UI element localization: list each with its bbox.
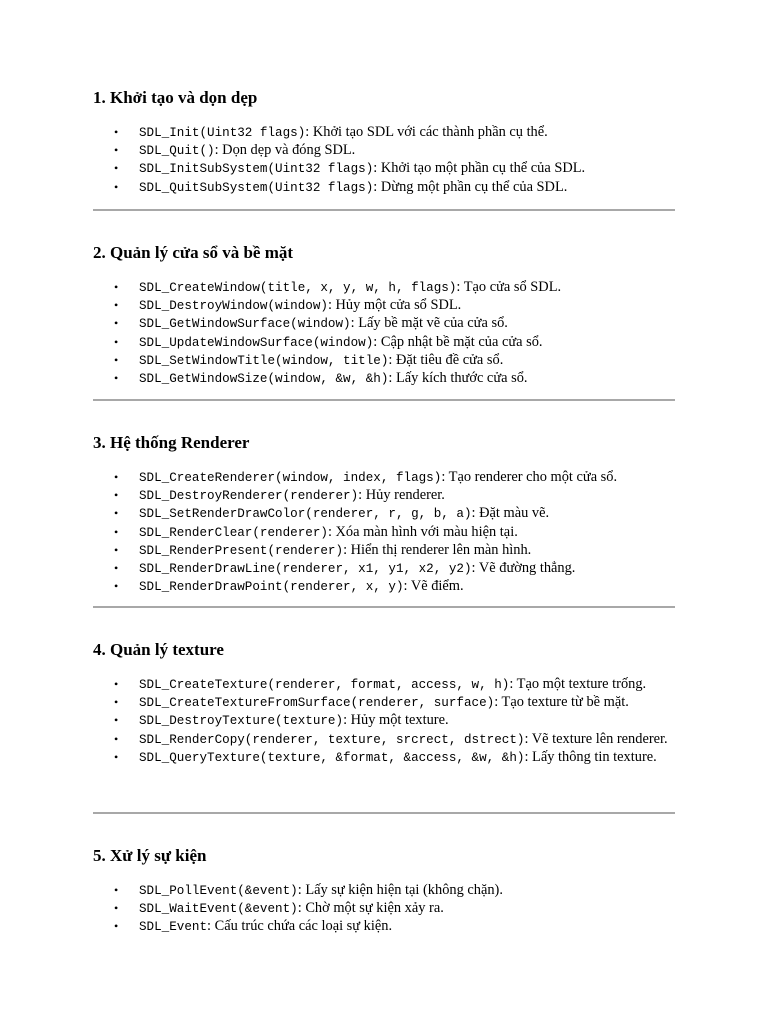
section-title: 1. Khởi tạo và dọn dẹp [93,88,258,107]
function-signature: SDL_InitSubSystem(Uint32 flags) [139,162,374,177]
function-description: : Cấu trúc chứa các loại sự kiện. [207,918,393,935]
list-item [93,918,675,936]
function-signature: SDL_SetRenderDrawColor(renderer, r, g, b, a) [139,507,472,522]
list-item [93,900,675,918]
function-description: : Hủy renderer. [358,487,445,504]
function-description: : Lấy kích thước cửa sổ. [388,370,528,387]
list-item [93,297,675,315]
function-signature: SDL_PollEvent(&event) [139,884,298,898]
function-signature: SDL_RenderDrawPoint(renderer, x, y) [139,580,404,595]
list-item [93,142,675,160]
bullet-icon: • [114,298,119,313]
bullet-icon: • [114,731,119,746]
section-init-cleanup [93,88,675,108]
bullet-icon: • [114,506,119,521]
function-description: : Tạo texture từ bề mặt. [494,694,629,711]
list-item [93,676,675,694]
horizontal-divider [93,399,675,401]
function-description: : Tạo cửa sổ SDL. [456,279,562,295]
function-signature: SDL_UpdateWindowSurface(window) [139,335,374,350]
horizontal-divider [93,209,675,211]
function-description: : Xóa màn hình với màu hiện tại. [327,523,518,540]
function-signature: SDL_Event [139,920,208,935]
list-item [93,694,675,712]
function-signature: SDL_CreateTextureFromSurface(renderer, surface) [139,696,495,711]
function-signature: SDL_RenderCopy(renderer, texture, srcrect, dstrect) [139,732,525,747]
list-item [93,352,675,370]
list-item [93,560,675,578]
bullet-icon: • [114,901,119,916]
list-item [93,370,675,388]
function-description: : Tạo một texture trống. [509,676,647,692]
horizontal-divider [93,606,675,608]
list-item [93,731,675,749]
bullet-icon: • [114,316,119,331]
list-item [93,524,675,542]
list-item [93,542,675,560]
function-list [93,469,675,596]
bullet-icon: • [114,524,119,539]
bullet-icon: • [114,713,119,728]
list-item [93,505,675,523]
list-item [93,578,675,596]
function-description: : Vẽ đường thẳng. [471,560,576,577]
function-signature: SDL_DestroyWindow(window) [139,299,328,314]
section-title: 4. Quản lý texture [93,640,224,659]
bullet-icon: • [114,334,119,349]
function-description: : Đặt tiêu đề cửa sổ. [388,351,504,368]
function-signature: SDL_RenderPresent(renderer) [139,543,344,558]
function-signature: SDL_Quit() [139,144,215,159]
function-signature: SDL_GetWindowSize(window, &w, &h) [139,372,389,387]
bullet-icon: • [114,561,119,576]
function-description: : Cập nhật bề mặt của cửa sổ. [373,333,543,350]
bullet-icon: • [114,695,119,710]
section-title: 2. Quản lý cửa sổ và bề mặt [93,243,294,262]
section-events [93,846,675,866]
function-description: : Khởi tạo SDL với các thành phần cụ thể. [305,124,548,140]
function-signature: SDL_CreateWindow(title, x, y, w, h, flags) [139,281,457,295]
function-description: : Tạo renderer cho một cửa sổ. [441,469,618,485]
list-item [93,315,675,333]
bullet-icon: • [114,542,119,557]
function-signature: SDL_QuitSubSystem(Uint32 flags) [139,180,374,195]
function-description: : Hiển thị renderer lên màn hình. [343,541,532,558]
function-list [93,882,675,937]
function-signature: SDL_RenderDrawLine(renderer, x1, y1, x2, y2) [139,562,472,577]
bullet-icon: • [114,677,119,691]
function-list [93,279,675,388]
function-signature: SDL_GetWindowSurface(window) [139,317,351,332]
list-item [93,279,675,297]
list-item [93,160,675,178]
function-description: : Hủy một cửa sổ SDL. [327,297,462,314]
function-signature: SDL_QueryTexture(texture, &format, &access, &w, &h) [139,750,525,765]
list-item [93,334,675,352]
list-item [93,882,675,900]
bullet-icon: • [114,352,119,367]
function-signature: SDL_RenderClear(renderer) [139,525,328,540]
bullet-icon: • [114,883,119,897]
bullet-icon: • [114,749,119,764]
list-item [93,124,675,142]
function-signature: SDL_DestroyTexture(texture) [139,714,344,729]
function-signature: SDL_DestroyRenderer(renderer) [139,489,359,504]
bullet-icon: • [114,125,119,139]
function-description: : Lấy thông tin texture. [524,748,657,765]
bullet-icon: • [114,919,119,934]
bullet-icon: • [114,371,119,386]
function-description: : Chờ một sự kiện xảy ra. [297,900,444,917]
section-renderer [93,433,675,453]
list-item [93,487,675,505]
function-description: : Khởi tạo một phần cụ thể của SDL. [373,160,586,177]
bullet-icon: • [114,470,119,484]
bullet-icon: • [114,143,119,158]
bullet-icon: • [114,579,119,594]
section-title: 3. Hệ thống Renderer [93,433,250,452]
function-description: : Lấy bề mặt vẽ của cửa sổ. [350,315,508,332]
function-description: : Dừng một phần cụ thể của SDL. [373,178,568,195]
list-item [93,749,675,767]
section-window-surface [93,243,675,263]
function-description: : Vẽ điểm. [403,578,464,595]
function-description: : Lấy sự kiện hiện tại (không chặn). [297,882,503,898]
function-description: : Dọn dẹp và đóng SDL. [214,142,356,159]
bullet-icon: • [114,488,119,503]
function-list [93,676,675,767]
bullet-icon: • [114,161,119,176]
list-item [93,179,675,197]
list-item [93,712,675,730]
section-title: 5. Xử lý sự kiện [93,846,207,865]
function-list [93,124,675,197]
function-signature: SDL_CreateRenderer(window, index, flags) [139,471,442,485]
list-item [93,469,675,487]
function-description: : Vẽ texture lên renderer. [524,730,668,747]
function-description: : Hủy một texture. [343,712,449,729]
bullet-icon: • [114,280,119,294]
bullet-icon: • [114,179,119,194]
function-signature: SDL_CreateTexture(renderer, format, access, w, h) [139,678,510,692]
horizontal-divider [93,812,675,814]
section-texture [93,640,675,660]
function-description: : Đặt màu vẽ. [471,505,550,522]
function-signature: SDL_Init(Uint32 flags) [139,126,306,140]
function-signature: SDL_SetWindowTitle(window, title) [139,353,389,368]
function-signature: SDL_WaitEvent(&event) [139,902,298,917]
